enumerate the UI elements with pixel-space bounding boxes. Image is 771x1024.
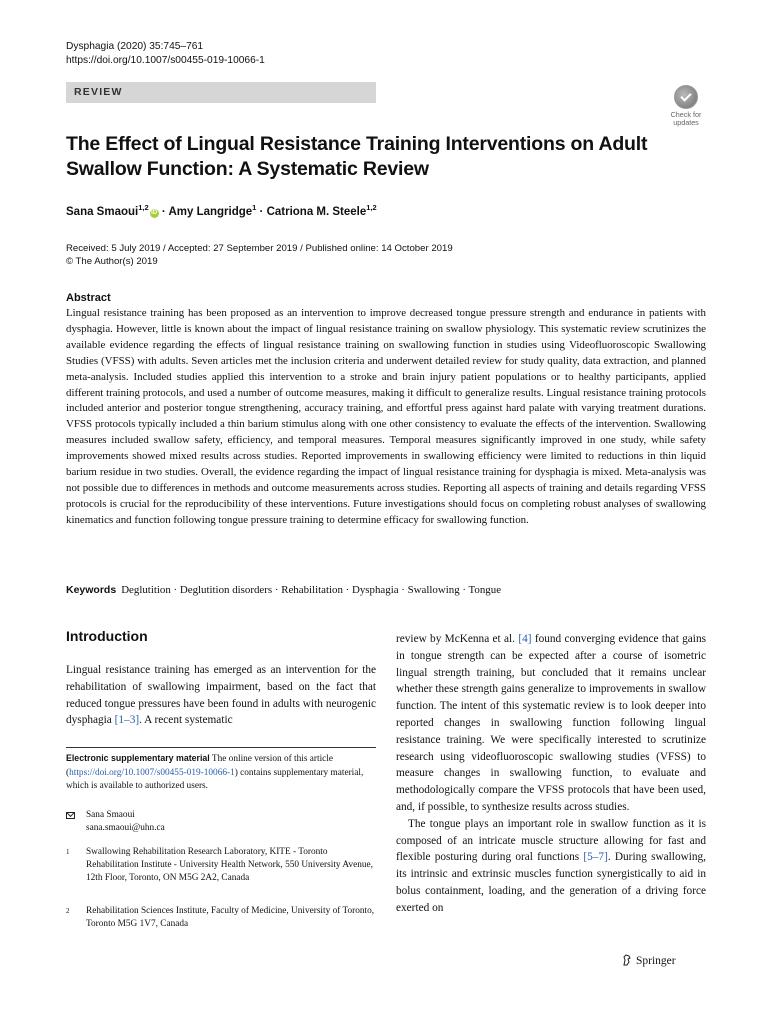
keywords <box>66 584 706 596</box>
author-affiliation: 1,2 <box>366 203 377 212</box>
section-label: REVIEW <box>66 82 376 103</box>
esm-link[interactable]: https://doi.org/10.1007/s00455-019-10066-1 <box>69 767 235 778</box>
check-for-updates-badge[interactable] <box>666 85 706 127</box>
orcid-icon[interactable]: iD <box>151 209 158 216</box>
introduction-heading: Introduction <box>66 628 148 644</box>
publisher-logo <box>622 954 676 967</box>
abstract-text: Lingual resistance training has been proposed as an intervention to improve decreased tongue pressure strength and endurance in patients with dysphagia. However, little is known about the impact of lingual resistance training on swallow physiology. This systematic review scrutinizes the available evidence regarding the effects of lingual resistance training on swallowing function in studies using Videofluoroscopic Swallowing Studies (VFSS) with adults. Seven articles met the inclusion criteria and underwent detailed review for study quality, data extraction, and planned meta-analysis. Included studies applied this intervention to a stroke and brain injury patient populations or to healthy participants, applied different training protocols, and used a number of outcome measures, making it difficult to generalize results. Lingual resistance training protocols included anterior and posterior tongue strengthening, accuracy training, and effortful press against hard palate with varying treatment durations. VFSS protocols typically included a thin barium stimulus along with one other consistency to evaluate the effects of the intervention. Swallowing measures included swallow safety, efficiency, and temporal measures. Temporal measures significantly improved in one study, while safety improvements showed mixed results across studies. Reported improvements in swallowing efficiency were limited to reductions in thin liquid barium residue in two studies. Overall, the evidence regarding the impact of lingual resistance training for dysphagia is mixed. Meta-analysis was not possible due to differences in methods and outcome measurements across studies. Reporting all aspects of training and details regarding VFSS protocols is crucial for the reproducibility of these interventions. Future investigations should focus on completing robust analyses of swallowing kinematics and function following tongue pressure training to determine efficacy for swallowing function. <box>66 307 706 526</box>
check-updates-text: Check for updates <box>670 110 702 127</box>
citation-link[interactable]: [1–3] <box>114 714 140 727</box>
body-left-column <box>66 662 376 729</box>
envelope-icon <box>66 812 75 819</box>
keywords-label: Keywords <box>66 584 117 596</box>
footnote-divider <box>66 747 376 748</box>
author-name[interactable]: Sana Smaoui <box>66 205 139 218</box>
author-affiliation: 1,2 <box>138 203 149 212</box>
paragraph: Lingual resistance training has emerged as an intervention for the rehabilitation of swallowing impairment, based on the fact that reduced tongue pressures have been found in adults with neurogenic dysphagia [1–3]. A recent systematic <box>66 664 376 727</box>
citation-link[interactable]: [4] <box>518 633 532 645</box>
esm-label: Electronic supplementary material <box>66 753 210 763</box>
affiliation <box>66 846 376 886</box>
journal-header <box>66 40 265 68</box>
author-name[interactable]: Catriona M. Steele <box>266 205 367 218</box>
affiliation-number: 2 <box>66 907 70 915</box>
author-name[interactable]: Amy Langridge <box>168 205 253 218</box>
corresponding-author <box>66 809 376 835</box>
affiliation-text: Rehabilitation Sciences Institute, Faculty of Medicine, University of Toronto, Toronto M5G 1V7, Canada <box>86 906 375 930</box>
body-right-column <box>396 631 706 917</box>
contact-name: Sana Smaoui <box>86 810 135 820</box>
check-updates-icon <box>674 85 698 109</box>
publication-dates <box>66 242 453 268</box>
keywords-list: Deglutition · Deglutition disorders · Rehabilitation · Dysphagia · Swallowing · Tongue <box>121 584 502 596</box>
article-title: The Effect of Lingual Resistance Training Interventions on Adult Swallow Function: A Systematic Review <box>66 133 648 180</box>
copyright: © The Author(s) 2019 <box>66 256 158 267</box>
springer-horse-icon <box>622 954 632 966</box>
journal-citation: Dysphagia (2020) 35:745–761 <box>66 41 204 52</box>
contact-email[interactable]: sana.smaoui@uhn.ca <box>86 823 165 833</box>
affiliation <box>66 905 376 931</box>
paragraph: The tongue plays an important role in swallow function as it is composed of an intricate muscle structure allowing for fast and flexible posturing during oral functions [5–7]. During swallowing, its intrinsic and extrinsic muscles function synergistically to aid in bolus containment, loading, and the generation of a driving force exerted on <box>396 817 707 914</box>
paragraph: review by McKenna et al. [4] found converging evidence that gains in tongue strength can be expected after a course of isometric lingual strength training, but concluded that it remains unclear whether these strength gains generalize to improvements in swallow function. The intent of this systematic review is to look deeper into reported changes in swallowing function following lingual resistance training. We were specifically interested to scrutinize research using videofluoroscopic swallowing studies (VFSS) to measure changes in swallowing function, to evaluate and methodologically compare the VFSS protocols that have been used, and, if possible, to synthesize results across studies. <box>396 633 706 813</box>
abstract-heading: Abstract <box>66 292 111 304</box>
author-separator: · <box>256 205 267 218</box>
affiliation-number: 1 <box>66 848 70 856</box>
author-separator: · <box>158 205 169 218</box>
supplementary-note: Electronic supplementary material The online version of this article (https://doi.org/10.1007/s00455-019-10066-1) contains supplementary material, which is available to authorized users. <box>66 753 364 791</box>
history-dates: Received: 5 July 2019 / Accepted: 27 September 2019 / Published online: 14 October 2019 <box>66 243 453 254</box>
doi-link[interactable]: https://doi.org/10.1007/s00455-019-10066-1 <box>66 55 265 66</box>
publisher-name: Springer <box>636 955 676 967</box>
author-list <box>66 203 377 218</box>
affiliation-text: Swallowing Rehabilitation Research Laboratory, KITE - Toronto Rehabilitation Institute - University Health Network, 550 University Avenue, 12th Floor, Toronto, ON M5G 2A2, Canada <box>86 847 373 884</box>
citation-link[interactable]: [5–7] <box>583 851 608 864</box>
author-affiliation: 1 <box>252 203 257 212</box>
